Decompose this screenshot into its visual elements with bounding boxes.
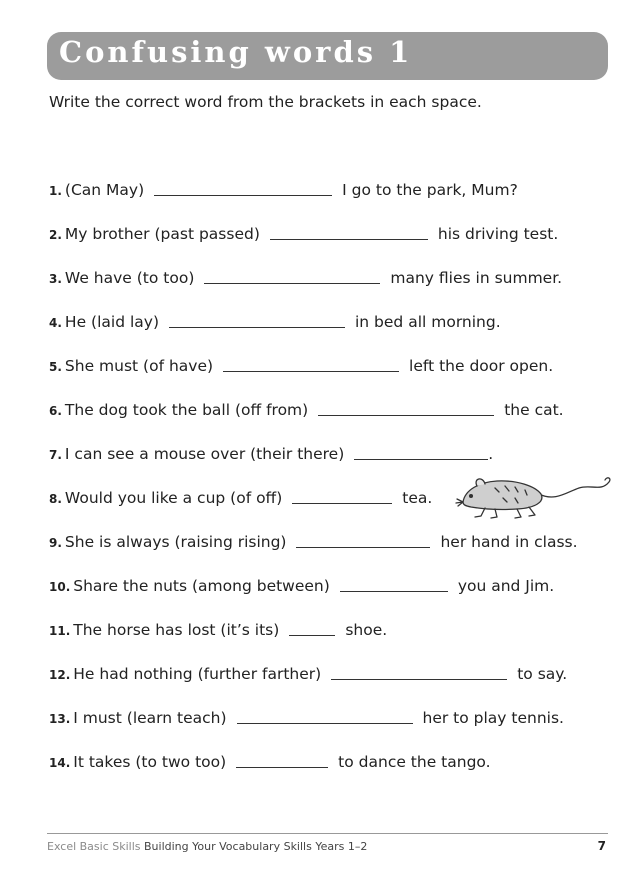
footer-book-title: Building Your Vocabulary Skills Years 1–2	[144, 840, 368, 853]
question-number: 2.	[49, 228, 62, 242]
question-14	[49, 751, 491, 773]
answer-blank[interactable]	[204, 269, 380, 284]
title-banner	[47, 32, 608, 80]
question-number: 11.	[49, 624, 71, 638]
answer-blank[interactable]	[169, 313, 345, 328]
mouse-illustration	[455, 472, 615, 520]
question-text-before: The dog took the ball (off from)	[64, 401, 309, 419]
page-title: Confusing words 1	[59, 35, 413, 69]
question-text-before: He (laid lay)	[64, 313, 159, 331]
question-text-before: We have (to too)	[64, 269, 195, 287]
answer-blank[interactable]	[236, 753, 328, 768]
question-number: 5.	[49, 360, 62, 374]
question-3	[49, 267, 562, 289]
answer-blank[interactable]	[354, 445, 488, 460]
question-number: 4.	[49, 316, 62, 330]
question-number: 13.	[49, 712, 71, 726]
question-text-after: you and Jim.	[457, 577, 555, 595]
question-text-after: to say.	[517, 665, 568, 683]
question-7	[49, 443, 493, 465]
question-8	[49, 487, 432, 509]
question-9	[49, 531, 578, 553]
question-text-before: I must (learn teach)	[73, 709, 227, 727]
question-13	[49, 707, 564, 729]
question-text-after: her to play tennis.	[422, 709, 564, 727]
instructions: Write the correct word from the brackets in each space.	[49, 93, 482, 111]
footer-credit	[47, 840, 367, 853]
question-text-before: (Can May)	[64, 181, 145, 199]
question-text-after: the cat.	[504, 401, 564, 419]
footer-series: Excel Basic Skills	[47, 840, 141, 853]
question-text-before: Would you like a cup (of off)	[64, 489, 283, 507]
question-text-after: in bed all morning.	[355, 313, 501, 331]
question-number: 6.	[49, 404, 62, 418]
question-text-before: It takes (to two too)	[73, 753, 227, 771]
answer-blank[interactable]	[270, 225, 428, 240]
answer-blank[interactable]	[318, 401, 494, 416]
question-text-after: shoe.	[345, 621, 388, 639]
question-number: 14.	[49, 756, 71, 770]
question-text-after: his driving test.	[437, 225, 559, 243]
answer-blank[interactable]	[296, 533, 430, 548]
question-number: 3.	[49, 272, 62, 286]
question-text-after: .	[488, 445, 494, 463]
question-10	[49, 575, 554, 597]
answer-blank[interactable]	[237, 709, 413, 724]
question-text-before: He had nothing (further farther)	[73, 665, 322, 683]
question-number: 10.	[49, 580, 71, 594]
question-number: 12.	[49, 668, 71, 682]
page-number: 7	[597, 839, 606, 853]
question-text-before: She is always (raising rising)	[64, 533, 287, 551]
question-number: 7.	[49, 448, 62, 462]
question-text-after: her hand in class.	[440, 533, 578, 551]
answer-blank[interactable]	[331, 665, 507, 680]
answer-blank[interactable]	[223, 357, 399, 372]
answer-blank[interactable]	[289, 621, 335, 636]
question-text-before: The horse has lost (it’s its)	[73, 621, 280, 639]
question-text-after: left the door open.	[409, 357, 554, 375]
question-number: 1.	[49, 184, 62, 198]
answer-blank[interactable]	[154, 181, 332, 196]
question-2	[49, 223, 558, 245]
question-text-before: She must (of have)	[64, 357, 214, 375]
question-1	[49, 179, 518, 201]
footer-divider	[47, 833, 608, 834]
answer-blank[interactable]	[292, 489, 392, 504]
question-6	[49, 399, 564, 421]
question-text-before: I can see a mouse over (their there)	[64, 445, 345, 463]
question-number: 9.	[49, 536, 62, 550]
question-text-after: I go to the park, Mum?	[342, 181, 518, 199]
question-text-before: Share the nuts (among between)	[73, 577, 330, 595]
question-number: 8.	[49, 492, 62, 506]
question-text-after: many flies in summer.	[390, 269, 563, 287]
question-4	[49, 311, 501, 333]
question-text-before: My brother (past passed)	[64, 225, 260, 243]
question-text-after: to dance the tango.	[338, 753, 491, 771]
answer-blank[interactable]	[340, 577, 448, 592]
question-text-after: tea.	[402, 489, 433, 507]
question-5	[49, 355, 553, 377]
question-12	[49, 663, 567, 685]
question-11	[49, 619, 387, 641]
